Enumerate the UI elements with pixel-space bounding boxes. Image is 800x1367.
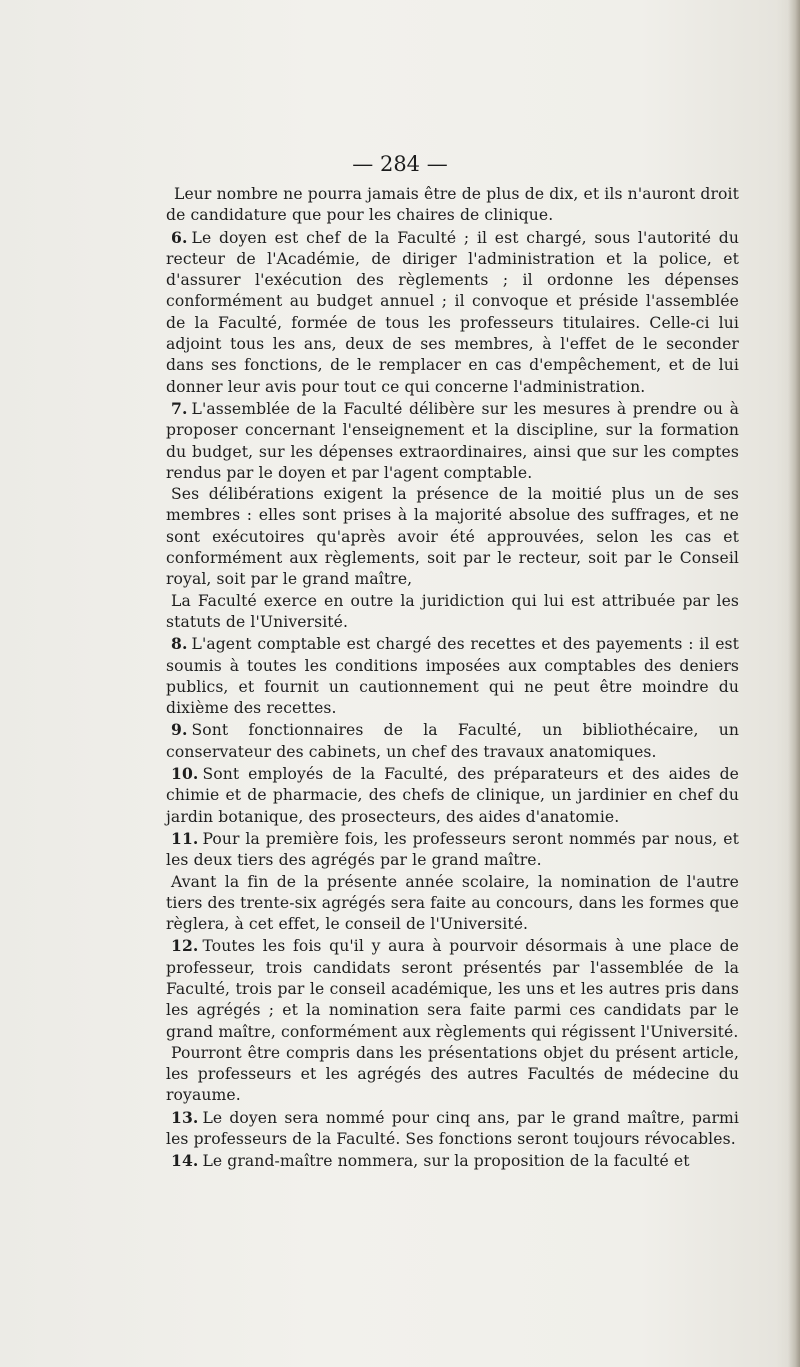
paragraph-text: Le doyen sera nommé pour cinq ans, par le grand maître, parmi les professeurs de la Faculté. Ses fonctions seront toujours révocables.	[166, 1108, 739, 1149]
article-7	[166, 398, 739, 484]
article-number: 9.	[171, 720, 188, 740]
article-7-deliberations	[166, 484, 739, 590]
paragraph-text: Sont employés de la Faculté, des préparateurs et des aides de chimie et de pharmacie, des chefs de clinique, un jardinier en chef du jardin botanique, des prosecteurs, des aides d'anatomie.	[166, 765, 739, 826]
paragraph-text: Toutes les fois qu'il y aura à pourvoir désormais à une place de professeur, trois candidats seront présentés par l'assemblée de la Faculté, trois par le conseil académique, les uns et les autres pris dans les agrégés ; et la nomination sera faite parmi ces candidats par le grand maître, conformément aux règlements qui régissent l'Université.	[166, 937, 739, 1041]
article-12-presentations	[166, 1043, 739, 1107]
paragraph-text: Pour la première fois, les professeurs seront nommés par nous, et les deux tiers des agrégés par le grand maître.	[166, 829, 739, 870]
article-number: 14.	[171, 1151, 199, 1171]
paragraph-text: La Faculté exerce en outre la juridiction qui lui est attribuée par les statuts de l'Université.	[166, 591, 739, 631]
article-11-concours	[166, 872, 739, 936]
article-number: 11.	[171, 828, 199, 848]
paragraph-text: Le doyen est chef de la Faculté ; il est chargé, sous l'autorité du recteur de l'Académie, de diriger l'administration et la police, et d'assurer l'exécution des règlements ; il ordonne les dépenses conformément au budget annuel ; il convoque et préside l'assemblée de la Faculté, formée de tous les professeurs titulaires. Celle-ci lui adjoint tous les ans, deux de ses membres, à l'effet de le seconder dans ses fonctions, de le remplacer en cas d'empêchement, et de lui donner leur avis pour tout ce qui concerne l'administration.	[166, 228, 739, 396]
article-number: 6.	[171, 227, 188, 247]
paragraph-text: L'assemblée de la Faculté délibère sur les mesures à prendre ou à proposer concernant l'enseignement et la discipline, sur la formation du budget, sur les dépenses extraordinaires, ainsi que sur les comptes rendus par le doyen et par l'agent comptable.	[166, 399, 739, 482]
page-number: — 284 —	[352, 152, 448, 176]
article-number: 7.	[171, 398, 188, 418]
paragraph-text: Ses délibérations exigent la présence de la moitié plus un de ses membres : elles sont prises à la majorité absolue des suffrages, et ne sont exécutoires qu'après avoir été approuvées, selon les cas et conformément aux règlements, soit par le recteur, soit par le Conseil royal, soit par le grand maître,	[166, 485, 739, 589]
article-12	[166, 935, 739, 1042]
article-10	[166, 763, 739, 828]
paragraph-text: L'agent comptable est chargé des recettes et des payements : il est soumis à toutes les conditions imposées aux comptables des deniers publics, et fournit un cautionnement qui ne peut être moindre du dixième des recettes.	[166, 635, 739, 718]
article-number: 8.	[171, 634, 188, 654]
article-number: 13.	[171, 1107, 199, 1127]
paragraph-text: Sont fonctionnaires de la Faculté, un bibliothécaire, un conservateur des cabinets, un chef des travaux anatomiques.	[166, 721, 739, 761]
paragraph-text: Pourront être compris dans les présentations objet du présent article, les professeurs et les agrégés des autres Facultés de médecine du royaume.	[166, 1043, 739, 1105]
body-text	[166, 184, 739, 1173]
paragraph-text: Leur nombre ne pourra jamais être de plus de dix, et ils n'auront droit de candidature que pour les chaires de clinique.	[166, 185, 739, 225]
article-number: 10.	[171, 764, 199, 784]
article-number: 12.	[171, 936, 199, 956]
page-edge-shadow	[788, 0, 800, 1367]
article-11	[166, 828, 739, 872]
article-7-juridiction	[166, 591, 739, 634]
article-8	[166, 633, 739, 719]
article-6	[166, 227, 739, 398]
article-14	[166, 1150, 739, 1172]
paragraph-continuation	[166, 184, 739, 227]
article-13	[166, 1107, 739, 1151]
paragraph-text: Avant la fin de la présente année scolaire, la nomination de l'autre tiers des trente-six agrégés sera faite au concours, dans les formes que règlera, à cet effet, le conseil de l'Université.	[166, 872, 739, 934]
paragraph-text: Le grand-maître nommera, sur la proposition de la faculté et	[202, 1152, 690, 1171]
article-9	[166, 719, 739, 763]
